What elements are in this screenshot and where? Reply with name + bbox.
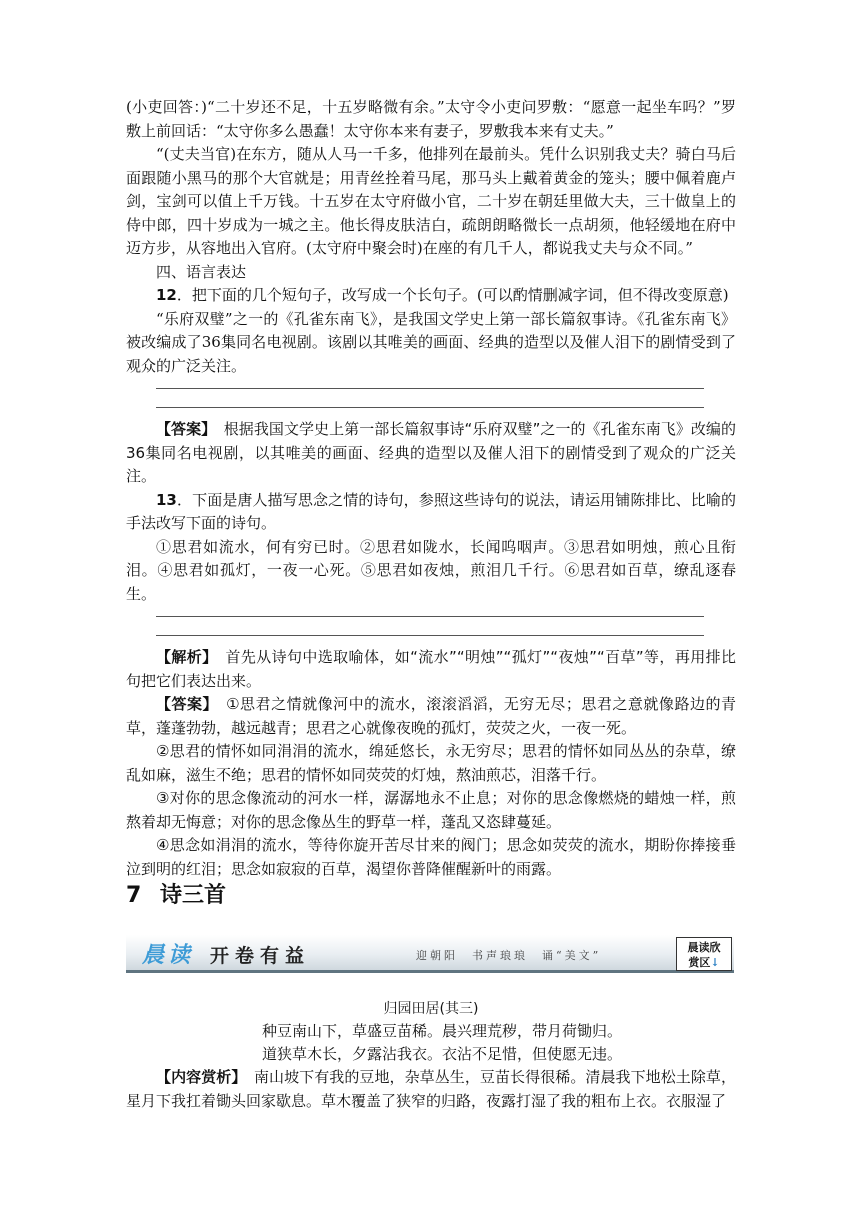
question-number: 12	[156, 286, 177, 304]
question-prompt: ．把下面的几个短句子，改写成一个长句子。(可以酌情删减字词，但不得改变原意)	[176, 286, 729, 304]
question-13-text: ①思君如流水，何有穷已时。②思君如陇水，长闻呜咽声。③思君如明烛，煎心且衔泪。④思君如孤灯，一夜一心死。⑤思君如夜烛，煎泪几千行。⑥思君如百草，缭乱逐春生。	[126, 537, 736, 603]
translation-paragraph-2: “(丈夫当官)在东方，随从人马一千多，他排列在最前头。凭什么识别我丈夫？骑白马后面跟随小黑马的那个大官就是；用青丝拴着马尾，那马头上戴着黄金的笼头；腰中佩着鹿卢剑，宝剑可以值上千万钱。十五岁在太守府做小官，二十岁在朝廷里做大夫，三十做皇上的侍中郎，四十岁成为一城之主。他长得皮肤洁白，疏朗朗略微长一点胡须，他轻缓地在府中迈方步，从容地出入官府。(太守府中聚会时)在座的有几千人，都说我丈夫与众不同。”	[126, 145, 736, 257]
answer-blank-lines	[126, 606, 736, 646]
arrow-down-icon: ↓	[710, 956, 720, 969]
chapter-title	[126, 878, 226, 909]
translation-paragraph-1: (小吏回答：)“二十岁还不足，十五岁略微有余。”太守令小吏问罗敷：“愿意一起坐车吗？”罗敷上前回话：“太守你多么愚蠢！太守你本来有妻子，罗敷我本来有丈夫。”	[126, 98, 736, 140]
answer-text: 根据我国文学史上第一部长篇叙事诗“乐府双璧”之一的《孔雀东南飞》改编的36集同名电视剧，以其唯美的画面、经典的造型以及催人泪下的剧情受到了观众的广泛关注。	[126, 420, 736, 485]
answer-tag: 【答案】	[156, 420, 209, 438]
morning-reading-banner	[126, 935, 734, 973]
banner-brand: 晨读	[142, 942, 195, 968]
question-12-text: “乐府双璧”之一的《孔雀东南飞》，是我国文学史上第一部长篇叙事诗。《孔雀东南飞》被改编成了36集同名电视剧。该剧以其唯美的画面、经典的造型以及催人泪下的剧情受到了观众的广泛关注。	[126, 309, 736, 375]
poem-title: 归园田居(其三)	[383, 1001, 479, 1017]
answer-blank-lines	[126, 378, 736, 418]
analysis-text: 南山坡下有我的豆地，杂草丛生，豆苗长得很稀。清晨我下地松土除草，星月下我扛着锄头回家歇息。草木覆盖了狭窄的归路，夜露打湿了我的粗布上衣。衣服湿了	[126, 1068, 736, 1110]
document-body	[126, 96, 736, 881]
analysis-text: 首先从诗句中选取喻体，如“流水”“明烛”“孤灯”“夜烛”“百草”等，再用排比句把它们表达出来。	[126, 648, 736, 690]
question-12	[126, 284, 736, 308]
question-prompt: ．下面是唐人描写思念之情的诗句，参照这些诗句的说法，请运用铺陈排比、比喻的手法改写下面的诗句。	[126, 490, 736, 532]
poem-analysis	[126, 1066, 736, 1113]
question-12-answer	[126, 418, 736, 489]
banner-subtitle: 开卷有益	[210, 945, 311, 967]
blank-line	[156, 388, 704, 389]
question-13-answer-2: ②思君的情怀如同涓涓的流水，绵延悠长，永无穷尽；思君的情怀如同丛丛的杂草，缭乱如麻，滋生不绝；思君的情怀如同荧荧的灯烛，熬油煎芯，泪落千行。	[126, 742, 736, 784]
poem-line: 种豆南山下，草盛豆苗稀。晨兴理荒秽，带月荷锄归。	[262, 1022, 623, 1040]
banner-slogan: 迎朝阳 书声琅琅 诵“美文”	[416, 949, 602, 962]
blank-line	[156, 635, 704, 636]
question-13	[126, 489, 736, 536]
answer-text: ①思君之情就像河中的流水，滚滚滔滔，无穷无尽；思君之意就像路边的青草，蓬蓬勃勃，越远越青；思君之心就像夜晚的孤灯，荧荧之火，一夜一死。	[126, 695, 736, 737]
question-13-answer-4: ④思念如涓涓的流水，等待你旋开苦尽甘来的阀门；思念如荧荧的流水，期盼你捧接垂泣到明的红泪；思念如寂寂的百草，渴望你普降催醒新叶的雨露。	[126, 836, 736, 878]
analysis-tag: 【解析】	[156, 648, 211, 666]
chapter-name: 诗三首	[160, 883, 227, 908]
question-13-answer	[126, 693, 736, 740]
analysis-tag: 【内容赏析】	[156, 1068, 239, 1086]
blank-line	[156, 407, 704, 408]
banner-badge	[676, 937, 732, 971]
poem-section	[126, 998, 736, 1113]
question-13-answer-3: ③对你的思念像流动的河水一样，潺潺地永不止息；对你的思念像燃烧的蜡烛一样，煎熬着却无悔意；对你的思念像丛生的野草一样，蓬乱又恣肆蔓延。	[126, 789, 736, 831]
chapter-number: 7	[126, 883, 142, 908]
section-heading: 四、语言表达	[156, 262, 247, 281]
badge-line-1: 晨读欣	[687, 941, 721, 954]
question-number: 13	[156, 490, 177, 509]
question-13-analysis	[126, 646, 736, 693]
poem-line: 道狭草木长，夕露沾我衣。衣沾不足惜，但使愿无违。	[262, 1045, 623, 1063]
badge-line-2: 赏区↓	[688, 956, 720, 969]
blank-line	[156, 616, 704, 617]
answer-tag: 【答案】	[156, 695, 211, 713]
